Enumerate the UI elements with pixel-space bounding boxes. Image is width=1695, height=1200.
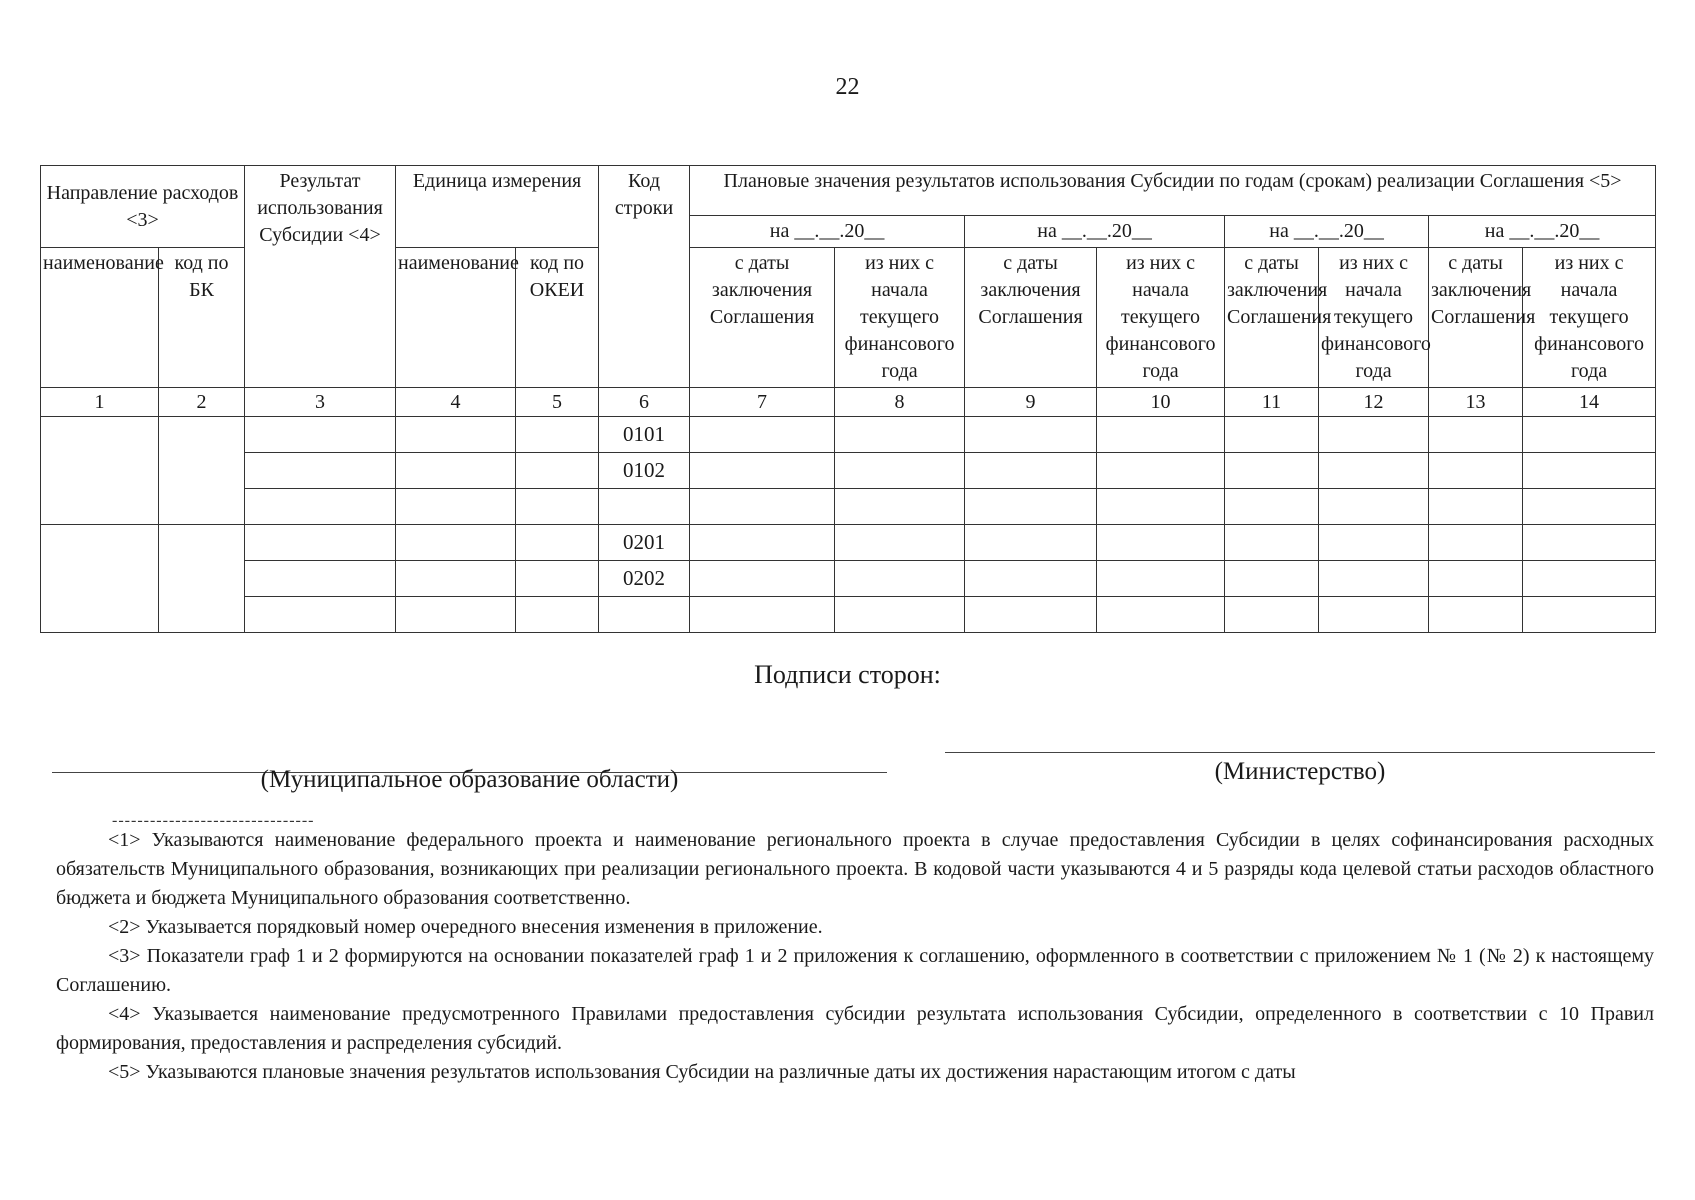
signature-line-right [945, 752, 1655, 753]
table-cell [1429, 453, 1523, 489]
table-cell [245, 417, 396, 453]
table-cell [396, 489, 516, 525]
table-cell [1523, 417, 1656, 453]
column-number: 7 [690, 388, 835, 417]
table-cell [1429, 597, 1523, 633]
table-cell [1225, 597, 1319, 633]
table-cell [1523, 525, 1656, 561]
table-row [41, 561, 1656, 597]
column-number: 2 [159, 388, 245, 417]
table-cell [1097, 453, 1225, 489]
table-cell [1097, 489, 1225, 525]
table-cell [1523, 489, 1656, 525]
table-cell [396, 597, 516, 633]
footnotes [56, 826, 1654, 1087]
table-cell [41, 417, 159, 525]
table-cell [1225, 561, 1319, 597]
header-from-agreement-date: с даты заключения Соглашения [690, 248, 835, 388]
date-header: на __.__.20__ [965, 216, 1225, 248]
table-cell [1429, 561, 1523, 597]
table-cell [1097, 597, 1225, 633]
table-row [41, 453, 1656, 489]
table-cell [835, 453, 965, 489]
table-cell [965, 417, 1097, 453]
table-row [41, 597, 1656, 633]
table-cell [1319, 525, 1429, 561]
table-cell [1319, 417, 1429, 453]
column-number: 4 [396, 388, 516, 417]
table-cell [835, 597, 965, 633]
table-cell [1319, 597, 1429, 633]
column-number: 13 [1429, 388, 1523, 417]
table-row [41, 525, 1656, 561]
header-from-agreement-date: с даты заключения Соглашения [1429, 248, 1523, 388]
signature-label-ministry: (Министерство) [1214, 758, 1386, 785]
table-cell [690, 489, 835, 525]
table-cell [1523, 561, 1656, 597]
column-number: 1 [41, 388, 159, 417]
header-since-year-start: из них с начала текущего финансового года [1523, 248, 1656, 388]
table-cell [1225, 417, 1319, 453]
table-cell [835, 525, 965, 561]
table-cell [516, 489, 599, 525]
table-cell [516, 417, 599, 453]
table-cell [835, 561, 965, 597]
column-number: 9 [965, 388, 1097, 417]
table-cell [396, 561, 516, 597]
date-header: на __.__.20__ [1429, 216, 1656, 248]
table-cell [965, 453, 1097, 489]
table-cell [690, 597, 835, 633]
signatures-title: Подписи сторон: [754, 660, 941, 689]
table-cell [965, 489, 1097, 525]
header-result: Результат использования Субсидии <4> [245, 166, 396, 388]
table-cell [835, 489, 965, 525]
table-cell [396, 453, 516, 489]
table-cell [1523, 597, 1656, 633]
table-cell [245, 453, 396, 489]
table-row [41, 489, 1656, 525]
header-since-year-start: из них с начала текущего финансового года [1097, 248, 1225, 388]
header-row-code: Код строки [599, 166, 690, 388]
footnote-separator: -------------------------------- [112, 812, 315, 829]
table-cell [516, 597, 599, 633]
table-cell [690, 417, 835, 453]
row-code: 0101 [599, 417, 690, 453]
footnote-2: <2> Указывается порядковый номер очередного внесения изменения в приложение. [108, 916, 823, 938]
table-cell [396, 525, 516, 561]
header-from-agreement-date: с даты заключения Соглашения [965, 248, 1097, 388]
column-numbers-row [41, 388, 1656, 417]
table-cell [1429, 417, 1523, 453]
footnote-4: <4> Указывается наименование предусмотренного Правилами предоставления субсидии результата использования Субсидии, определенного в соответствии с 10 Правил формирования, предоставления и распределения субсидий. [56, 1003, 1654, 1054]
table-row [41, 417, 1656, 453]
header-unit: Единица измерения [396, 166, 599, 248]
table-cell [41, 525, 159, 633]
table-cell [690, 561, 835, 597]
column-number: 6 [599, 388, 690, 417]
footnote-5: <5> Указываются плановые значения результатов использования Субсидии на различные даты их достижения нарастающим итогом с даты [108, 1061, 1296, 1083]
signature-label-municipality: (Муниципальное образование области) [260, 766, 679, 793]
column-number: 14 [1523, 388, 1656, 417]
table-cell [245, 525, 396, 561]
row-code: 0102 [599, 453, 690, 489]
footnote-3: <3> Показатели граф 1 и 2 формируются на основании показателей граф 1 и 2 приложения к соглашению, оформленного в соответствии с приложением № 1 (№ 2) к настоящему Соглашению. [56, 945, 1654, 996]
table-cell [1097, 417, 1225, 453]
header-direction-bk-code: код по БК [159, 248, 245, 388]
table-cell [965, 561, 1097, 597]
column-number: 5 [516, 388, 599, 417]
header-unit-name: наименование [396, 248, 516, 388]
column-number: 10 [1097, 388, 1225, 417]
plan-values-table [40, 165, 1656, 633]
table-cell [516, 525, 599, 561]
table-cell [1319, 489, 1429, 525]
table-cell [516, 453, 599, 489]
column-number: 3 [245, 388, 396, 417]
row-code: 0201 [599, 525, 690, 561]
column-number: 11 [1225, 388, 1319, 417]
table-cell [1319, 561, 1429, 597]
header-unit-okei-code: код по ОКЕИ [516, 248, 599, 388]
column-number: 12 [1319, 388, 1429, 417]
table-cell [245, 597, 396, 633]
table-cell [690, 453, 835, 489]
table-cell [159, 525, 245, 633]
header-from-agreement-date: с даты заключения Соглашения [1225, 248, 1319, 388]
row-code [599, 597, 690, 633]
footnote-1: <1> Указываются наименование федерального проекта и наименование регионального проекта в случае предоставления Субсидии в целях софинансирования расходных обязательств Муниципального образования, возникающих при реализации регионального проекта. В кодовой части указываются 4 и 5 разряды кода целевой статьи расходов областного бюджета и бюджета Муниципального образования соответственно. [56, 829, 1654, 909]
table-cell [1225, 453, 1319, 489]
table-cell [159, 417, 245, 525]
table-cell [835, 417, 965, 453]
table-cell [1225, 525, 1319, 561]
table-cell [1319, 453, 1429, 489]
table-cell [965, 597, 1097, 633]
table-cell [965, 525, 1097, 561]
table-cell [516, 561, 599, 597]
header-plan-values: Плановые значения результатов использования Субсидии по годам (срокам) реализации Соглашения <5> [690, 166, 1656, 216]
header-direction-name: наименование [41, 248, 159, 388]
table-cell [245, 561, 396, 597]
column-number: 8 [835, 388, 965, 417]
header-since-year-start: из них с начала текущего финансового года [835, 248, 965, 388]
table-cell [245, 489, 396, 525]
table-cell [1429, 525, 1523, 561]
table-cell [1429, 489, 1523, 525]
date-header: на __.__.20__ [1225, 216, 1429, 248]
table-cell [1097, 561, 1225, 597]
row-code [599, 489, 690, 525]
header-since-year-start: из них с начала текущего финансового года [1319, 248, 1429, 388]
header-expense-direction: Направление расходов <3> [41, 166, 245, 248]
date-header: на __.__.20__ [690, 216, 965, 248]
table-cell [1523, 453, 1656, 489]
table-cell [1097, 525, 1225, 561]
table-cell [690, 525, 835, 561]
table-cell [396, 417, 516, 453]
row-code: 0202 [599, 561, 690, 597]
table-cell [1225, 489, 1319, 525]
page-number: 22 [835, 74, 860, 100]
